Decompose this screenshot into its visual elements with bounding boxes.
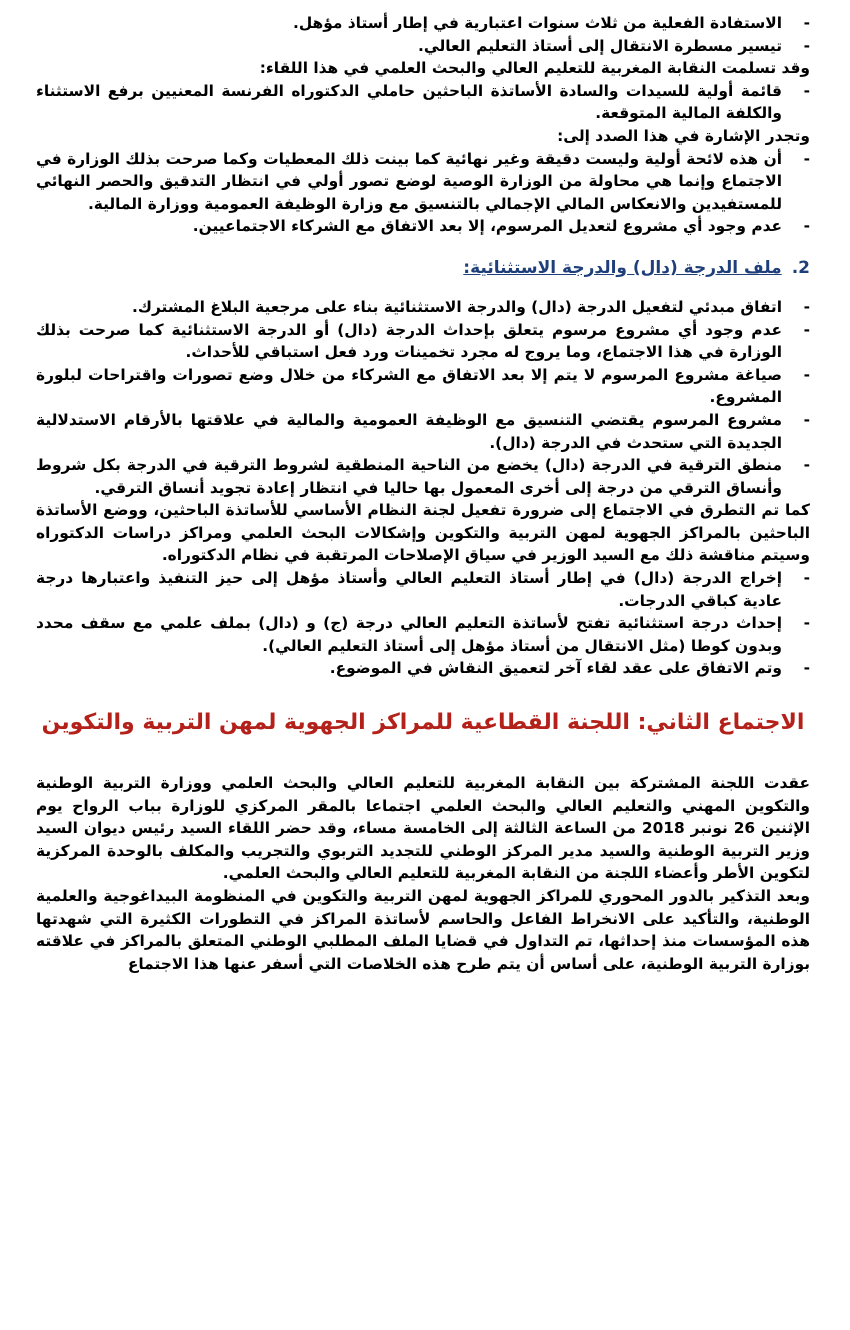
bullet-list-4	[36, 296, 810, 499]
section-heading	[36, 256, 810, 280]
meeting-title: الاجتماع الثاني: اللجنة القطاعية للمراكز الجهوية لمهن التربية والتكوين	[41, 710, 805, 736]
block-1	[36, 12, 810, 238]
list-item: - اتفاق مبدئي لتفعيل الدرجة (دال) والدرجة الاستثنائية بناء على مرجعية البلاغ المشترك.	[36, 296, 810, 319]
list-item: - أن هذه لائحة أولية وليست دقيقة وغير نهائية كما بينت ذلك المعطيات وكما صرحت بذلك الوزارة في الاجتماع وإنما هي محاولة من الوزارة الوصية لوضع تصور أولي في انتظار التدقيق والحصر النهائي للمستفيدين والانعكاس المالي الإجمالي بالتنسيق مع وزارة الوظيفة العمومية ووزارة المالية.	[36, 148, 810, 216]
paragraph-note-intro: وتجدر الإشارة في هذا الصدد إلى:	[557, 126, 810, 145]
list-item: - عدم وجود أي مشروع لتعديل المرسوم، إلا بعد الاتفاق مع الشركاء الاجتماعيين.	[36, 215, 810, 238]
section-number: 2.	[791, 257, 810, 278]
list-item: - صياغة مشروع المرسوم لا يتم إلا بعد الاتفاق مع الشركاء من خلال وضع تصورات واقتراحات لبلورة المشروع.	[36, 364, 810, 409]
list-item: - الاستفادة الفعلية من ثلاث سنوات اعتبارية في إطار أستاذ مؤهل.	[36, 12, 810, 35]
list-item: - إحداث درجة استثنائية تفتح لأساتذة التعليم العالي درجة (ج) و (دال) بملف علمي مع سقف محدد وبدون كوطا (مثل الانتقال من أستاذ مؤهل إلى أستاذ التعليم العالي).	[36, 612, 810, 657]
list-item: - إخراج الدرجة (دال) في إطار أستاذ التعليم العالي وأستاذ مؤهل إلى حيز التنفيذ واعتبارها درجة عادية كباقي الدرجات.	[36, 567, 810, 612]
list-item: - وتم الاتفاق على عقد لقاء آخر لتعميق النقاش في الموضوع.	[36, 657, 810, 680]
paragraph-intro: وقد تسلمت النقابة المغربية للتعليم العالي والبحث العلمي في هذا اللقاء:	[259, 59, 810, 78]
list-item: - مشروع المرسوم يقتضي التنسيق مع الوظيفة العمومية والمالية في علاقتها بالأرقام الاستدلالية الجديدة التي ستحدث في الدرجة (دال).	[36, 409, 810, 454]
paragraph-meeting-2: وبعد التذكير بالدور المحوري للمراكز الجهوية لمهن التربية والتكوين في المنظومة البيداغوجية والعلمية الوطنية، والتأكيد على الانخراط الفاعل والحاسم لأساتذة المراكز في التطورات الكثيرة التي شهدتها هذه المؤسسات منذ إحداثها، تم التداول في قضايا الملف المطلبي الوطني المتعلق بالمراكز في علاقته بوزارة التربية الوطنية، على أساس أن يتم طرح هذه الخلاصات التي أسفر عنها هذا الاجتماع	[36, 887, 810, 973]
paragraph-statute: كما تم التطرق في الاجتماع إلى ضرورة تفعيل لجنة النظام الأساسي للأساتذة الباحثين، ووضع الأساتذة الباحثين بالمراكز الجهوية لمهن التربية والتكوين وإشكالات البحث العلمي ومراكز دراسات الدكتوراه وسيتم مناقشة ذلك مع السيد الوزير في سياق الإصلاحات المرتقبة في نظام الدكتوراه.	[36, 501, 810, 565]
list-item: - عدم وجود أي مشروع مرسوم يتعلق بإحداث الدرجة (دال) أو الدرجة الاستثنائية كما صرحت بذلك الوزارة في هذا الاجتماع، وما يروج له مجرد تخمينات ورد فعل استباقي للأحداث.	[36, 319, 810, 364]
meeting-2-body	[36, 772, 810, 975]
bullet-list-3	[36, 148, 810, 238]
paragraph-meeting-1: عقدت اللجنة المشتركة بين النقابة المغربية للتعليم العالي والبحث العلمي ووزارة التربية الوطنية والتكوين المهني والتعليم العالي والبحث العلمي اجتماعا بالمقر المركزي للوزارة بباب الرواح يوم الإثنين 26 نونبر 2018 من الساعة الثالثة إلى الخامسة مساء، وقد حضر اللقاء السيد رئيس ديوان السيد وزير التربية الوطنية والسيد مدير المركز الوطني للتجديد التربوي والتجريب والمكلف بالوحدة المركزية لتكوين الأطر وأعضاء اللجنة من النقابة المغربية للتعليم العالي والبحث العلمي.	[36, 774, 810, 883]
bullet-list-2	[36, 80, 810, 125]
list-item: - قائمة أولية للسيدات والسادة الأساتذة الباحثين حاملي الدكتوراه الفرنسة المعنيين برفع الاستثناء والكلفة المالية المتوقعة.	[36, 80, 810, 125]
section-title: ملف الدرجة (دال) والدرجة الاستثنائية:	[463, 257, 782, 278]
bullet-list-5	[36, 567, 810, 680]
bullet-list-1	[36, 12, 810, 57]
list-item: - تيسير مسطرة الانتقال إلى أستاذ التعليم العالي.	[36, 35, 810, 58]
list-item: - منطق الترقية في الدرجة (دال) يخضع من الناحية المنطقية لشروط الترقية في الدرجة بكل شروط وأنساق الترقي من درجة إلى أخرى المعمول بها حاليا في انتظار إعادة تجويد أنساق الترقي.	[36, 454, 810, 499]
section-2-body	[36, 296, 810, 680]
